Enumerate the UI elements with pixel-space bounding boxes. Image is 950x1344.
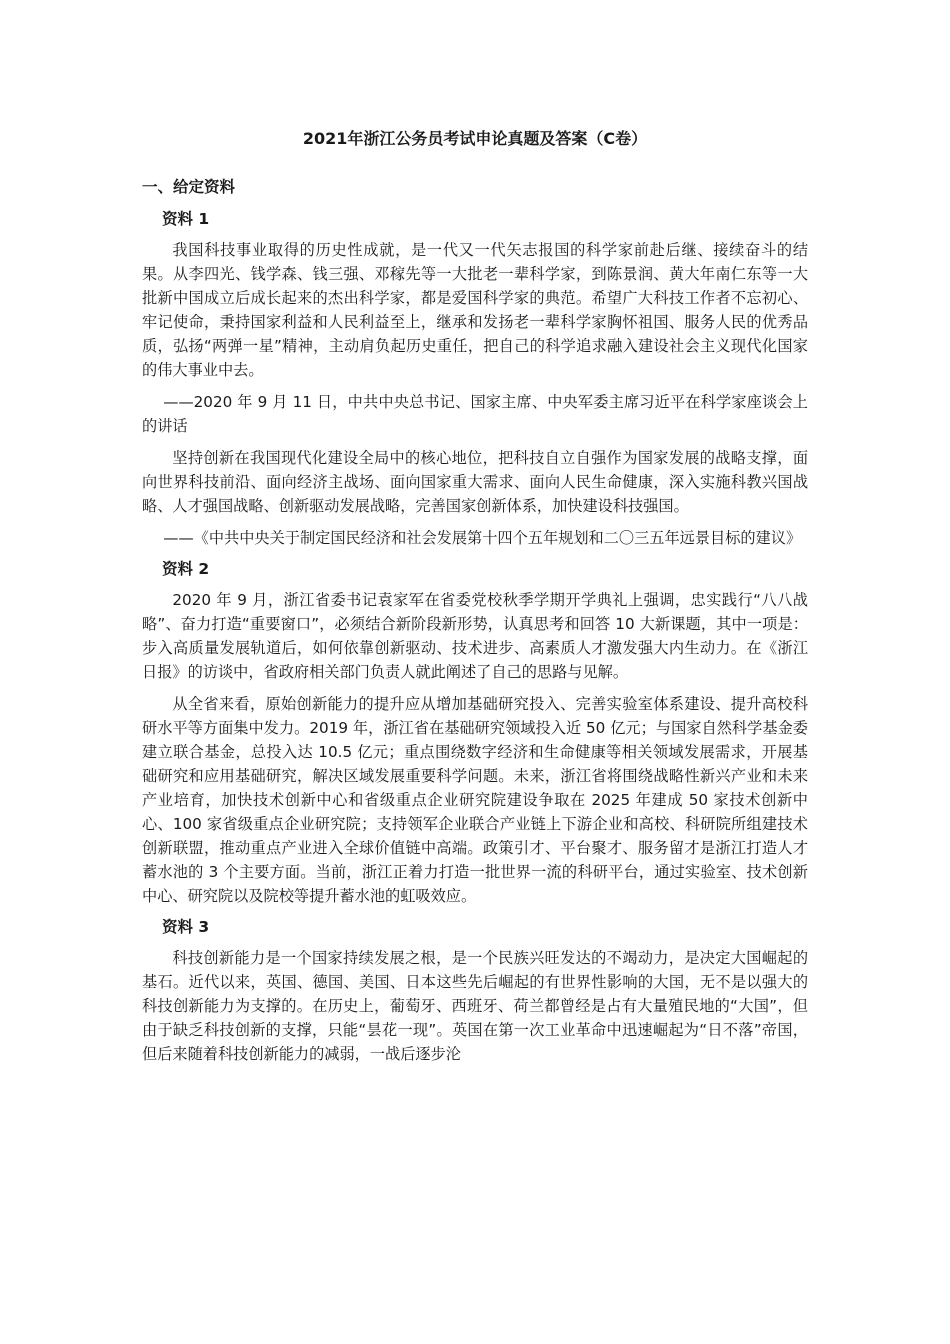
section-heading: 一、给定资料 [142,178,236,196]
material-1-paragraph-1: 我国科技事业取得的历史性成就，是一代又一代矢志报国的科学家前赴后继、接续奋斗的结果。从李四光、钱学森、钱三强、邓稼先等一大批老一辈科学家，到陈景润、黄大年南仁东等一大批新中国成立后成长起来的杰出科学家，都是爱国科学家的典范。希望广大科技工作者不忘初心、牢记使命，秉持国家利益和人民利益至上，继承和发扬老一辈科学家胸怀祖国、服务人民的优秀品质，弘扬“两弹一星”精神，主动肩负起历史重任，把自己的科学追求融入建设社会主义现代化国家的伟大事业中去。 [142,241,808,379]
material-2-heading: 资料 2 [162,560,210,578]
material-1-quote-2: ——《中共中央关于制定国民经济和社会发展第十四个五年规划和二〇三五年远景目标的建议》 [163,529,802,547]
material-3-paragraph-1: 科技创新能力是一个国家持续发展之根，是一个民族兴旺发达的不竭动力，是决定大国崛起的基石。近代以来，英国、德国、美国、日本这些先后崛起的有世界性影响的大国，无不是以强大的科技创新能力为支撑的。在历史上，葡萄牙、西班牙、荷兰都曾经是占有大量殖民地的“大国”，但由于缺乏科技创新的支撑，只能“昙花一现”。英国在第一次工业革命中迅速崛起为“日不落”帝国，但后来随着科技创新能力的减弱，一战后逐步沦 [142,949,808,1063]
material-1-quote-1: ——2020 年 9 月 11 日，中共中央总书记、国家主席、中央军委主席习近平在科学家座谈会上的讲话 [142,393,808,435]
material-1-paragraph-2: 坚持创新在我国现代化建设全局中的核心地位，把科技自立自强作为国家发展的战略支撑，面向世界科技前沿、面向经济主战场、面向国家重大需求、面向人民生命健康，深入实施科教兴国战略、人才强国战略、创新驱动发展战略，完善国家创新体系，加快建设科技强国。 [142,449,808,515]
material-2-paragraph-2: 从全省来看，原始创新能力的提升应从增加基础研究投入、完善实验室体系建设、提升高校科研水平等方面集中发力。2019 年，浙江省在基础研究领域投入近 50 亿元；与国家自然科学基金委建立联合基金，总投入达 10.5 亿元；重点围绕数字经济和生命健康等相关领域发展需求，开展基础研究和应用基础研究，解决区域发展重要科学问题。未来，浙江省将围绕战略性新兴产业和未来产业培育，加快技术创新中心和省级重点企业研究院建设争取在 2025 年建成 50 家技术创新中心、100 家省级重点企业研究院；支持领军企业联合产业链上下游企业和高校、科研院所组建技术创新联盟，推动重点产业进入全球价值链中高端。政策引才、平台聚才、服务留才是浙江打造人才蓄水池的 3 个主要方面。当前，浙江正着力打造一批世界一流的科研平台，通过实验室、技术创新中心、研究院以及院校等提升蓄水池的虹吸效应。 [142,695,808,905]
document-title: 2021年浙江公务员考试申论真题及答案（C卷） [302,129,648,148]
material-2-paragraph-1: 2020 年 9 月，浙江省委书记袁家军在省委党校秋季学期开学典礼上强调，忠实践行“八八战略”、奋力打造“重要窗口”，必须结合新阶段新形势，认真思考和回答 10 大新课题，其中一项是：步入高质量发展轨道后，如何依靠创新驱动、技术进步、高素质人才激发强大内生动力。在《浙江日报》的访谈中，省政府相关部门负责人就此阐述了自己的思路与见解。 [142,591,808,681]
material-3-heading: 资料 3 [162,918,210,936]
material-1-heading: 资料 1 [162,210,210,228]
